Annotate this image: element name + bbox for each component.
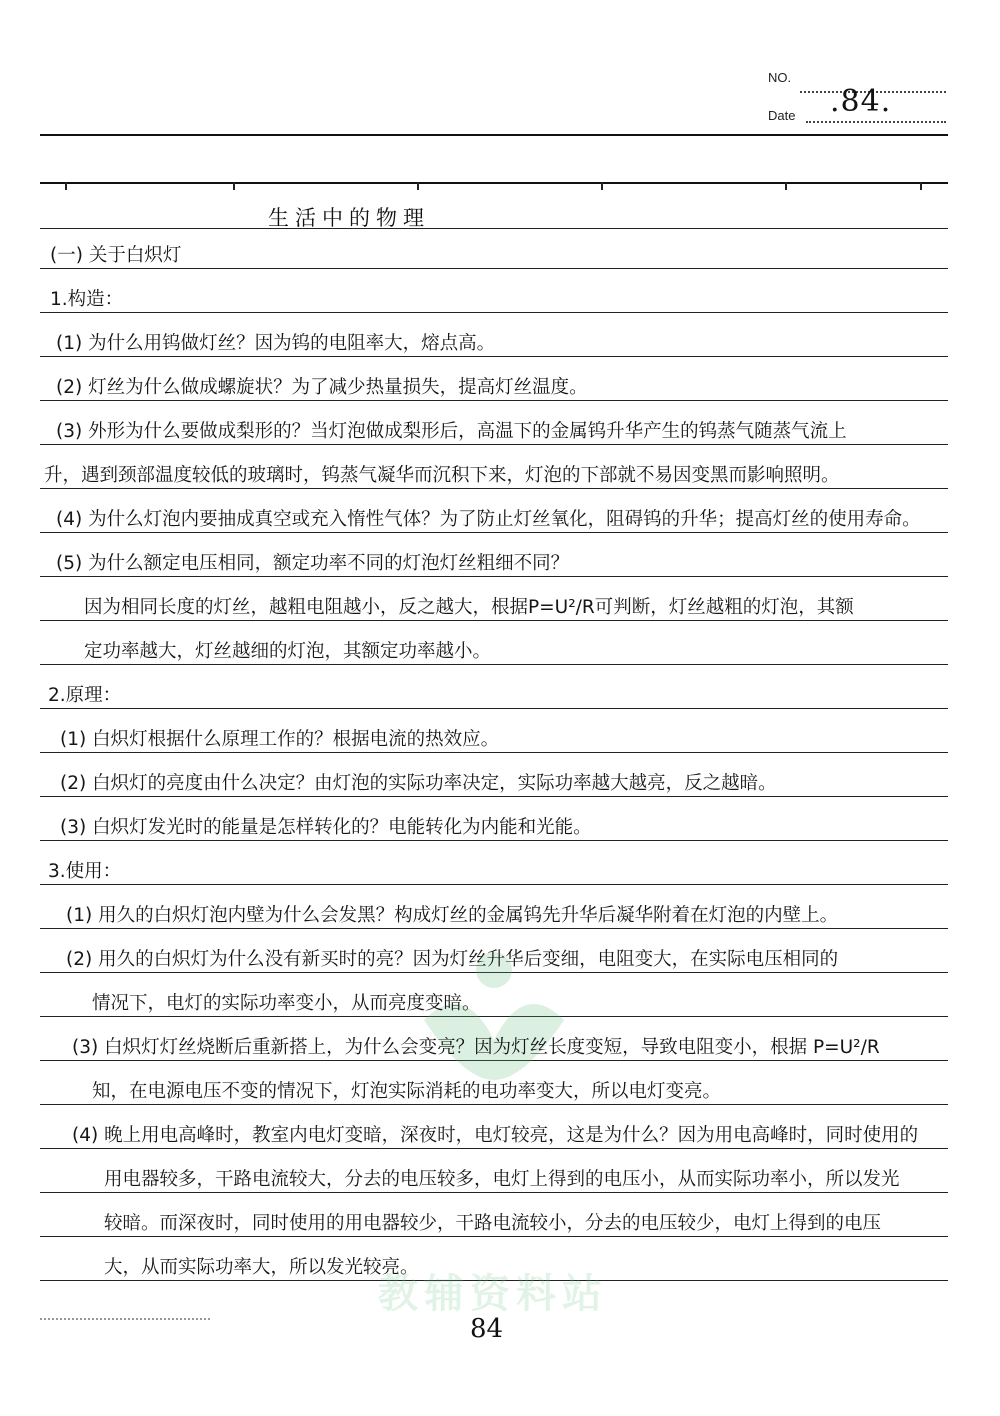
ruled-line — [40, 444, 948, 445]
date-dotted-line — [806, 121, 946, 123]
text-line: (2) 白炽灯的亮度由什么决定？由灯泡的实际功率决定，实际功率越大越亮，反之越暗。 — [60, 773, 777, 794]
ruled-line — [40, 356, 948, 357]
date-value: .84. — [830, 84, 892, 119]
ruled-line — [40, 928, 948, 929]
date-label: Date — [768, 108, 796, 123]
page-number: 84 — [470, 1314, 504, 1344]
text-line: (2) 用久的白炽灯为什么没有新买时的亮？因为灯丝升华后变细，电阻变大，在实际电压相同的 — [66, 949, 839, 970]
ruled-line — [40, 664, 948, 665]
ruled-line — [40, 1148, 948, 1149]
text-line: 因为相同长度的灯丝，越粗电阻越小，反之越大，根据P=U²/R可判断，灯丝越粗的灯泡，其额 — [84, 597, 854, 618]
margin-ticks — [40, 182, 948, 190]
text-line: 情况下，电灯的实际功率变小，从而亮度变暗。 — [92, 993, 481, 1014]
ruled-line — [40, 840, 948, 841]
text-line: (1) 用久的白炽灯泡内壁为什么会发黑？构成灯丝的金属钨先升华后凝华附着在灯泡的内壁上。 — [66, 905, 839, 926]
ruled-line — [40, 400, 948, 401]
footer-mark — [40, 1318, 210, 1320]
text-line: (3) 外形为什么要做成梨形的？当灯泡做成梨形后，高温下的金属钨升华产生的钨蒸气随蒸气流上 — [56, 421, 847, 442]
ruled-line — [40, 708, 948, 709]
ruled-line — [40, 576, 948, 577]
text-line: 升，遇到颈部温度较低的玻璃时，钨蒸气凝华而沉积下来，灯泡的下部就不易因变黑而影响照明。 — [44, 465, 840, 486]
ruled-line — [40, 752, 948, 753]
text-line: 知，在电源电压不变的情况下，灯泡实际消耗的电功率变大，所以电灯变亮。 — [92, 1081, 722, 1102]
no-label: NO. — [768, 70, 792, 85]
text-line: (1) 白炽灯根据什么原理工作的？根据电流的热效应。 — [60, 729, 500, 750]
text-line: (3) 白炽灯发光时的能量是怎样转化的？电能转化为内能和光能。 — [60, 817, 592, 838]
text-line: (4) 为什么灯泡内要抽成真空或充入惰性气体？为了防止灯丝氧化，阻碍钨的升华；提高灯丝的使用寿命。 — [56, 509, 921, 530]
subsection-heading: 1.构造： — [50, 289, 124, 310]
text-line: (2) 灯丝为什么做成螺旋状？为了减少热量损失，提高灯丝温度。 — [56, 377, 588, 398]
ruled-line — [40, 228, 948, 229]
text-line: (3) 白炽灯灯丝烧断后重新搭上，为什么会变亮？因为灯丝长度变短，导致电阻变小，根据 P=U²/R — [72, 1037, 880, 1058]
ruled-line — [40, 312, 948, 313]
subsection-heading: 2.原理： — [48, 685, 122, 706]
watermark-text: 教辅资料站 — [378, 1271, 608, 1317]
text-line: 较暗。而深夜时，同时使用的用电器较少，干路电流较小，分去的电压较少，电灯上得到的电压 — [104, 1213, 882, 1234]
ruled-line — [40, 620, 948, 621]
text-line: 定功率越大，灯丝越细的灯泡，其额定功率越小。 — [84, 641, 492, 662]
ruled-line — [40, 268, 948, 269]
text-line: (4) 晚上用电高峰时，教室内电灯变暗，深夜时，电灯较亮，这是为什么？因为用电高峰时，同时使用的 — [72, 1125, 919, 1146]
ruled-line — [40, 1236, 948, 1237]
text-line: 大，从而实际功率大，所以发光较亮。 — [104, 1257, 419, 1278]
text-line: (5) 为什么额定电压相同，额定功率不同的灯泡灯丝粗细不同？ — [56, 553, 570, 574]
ruled-line — [40, 884, 948, 885]
header-rule — [40, 134, 948, 136]
subsection-heading: 3.使用： — [48, 861, 122, 882]
page-title: 生活中的物理 — [268, 206, 430, 230]
ruled-line — [40, 488, 948, 489]
ruled-line — [40, 1104, 948, 1105]
text-line: 用电器较多，干路电流较大，分去的电压较多，电灯上得到的电压小，从而实际功率小，所以发光 — [104, 1169, 900, 1190]
ruled-line — [40, 796, 948, 797]
ruled-line — [40, 532, 948, 533]
text-line: (1) 为什么用钨做灯丝？因为钨的电阻率大，熔点高。 — [56, 333, 496, 354]
section-heading: (一) 关于白炽灯 — [50, 245, 182, 266]
ruled-line — [40, 1192, 948, 1193]
